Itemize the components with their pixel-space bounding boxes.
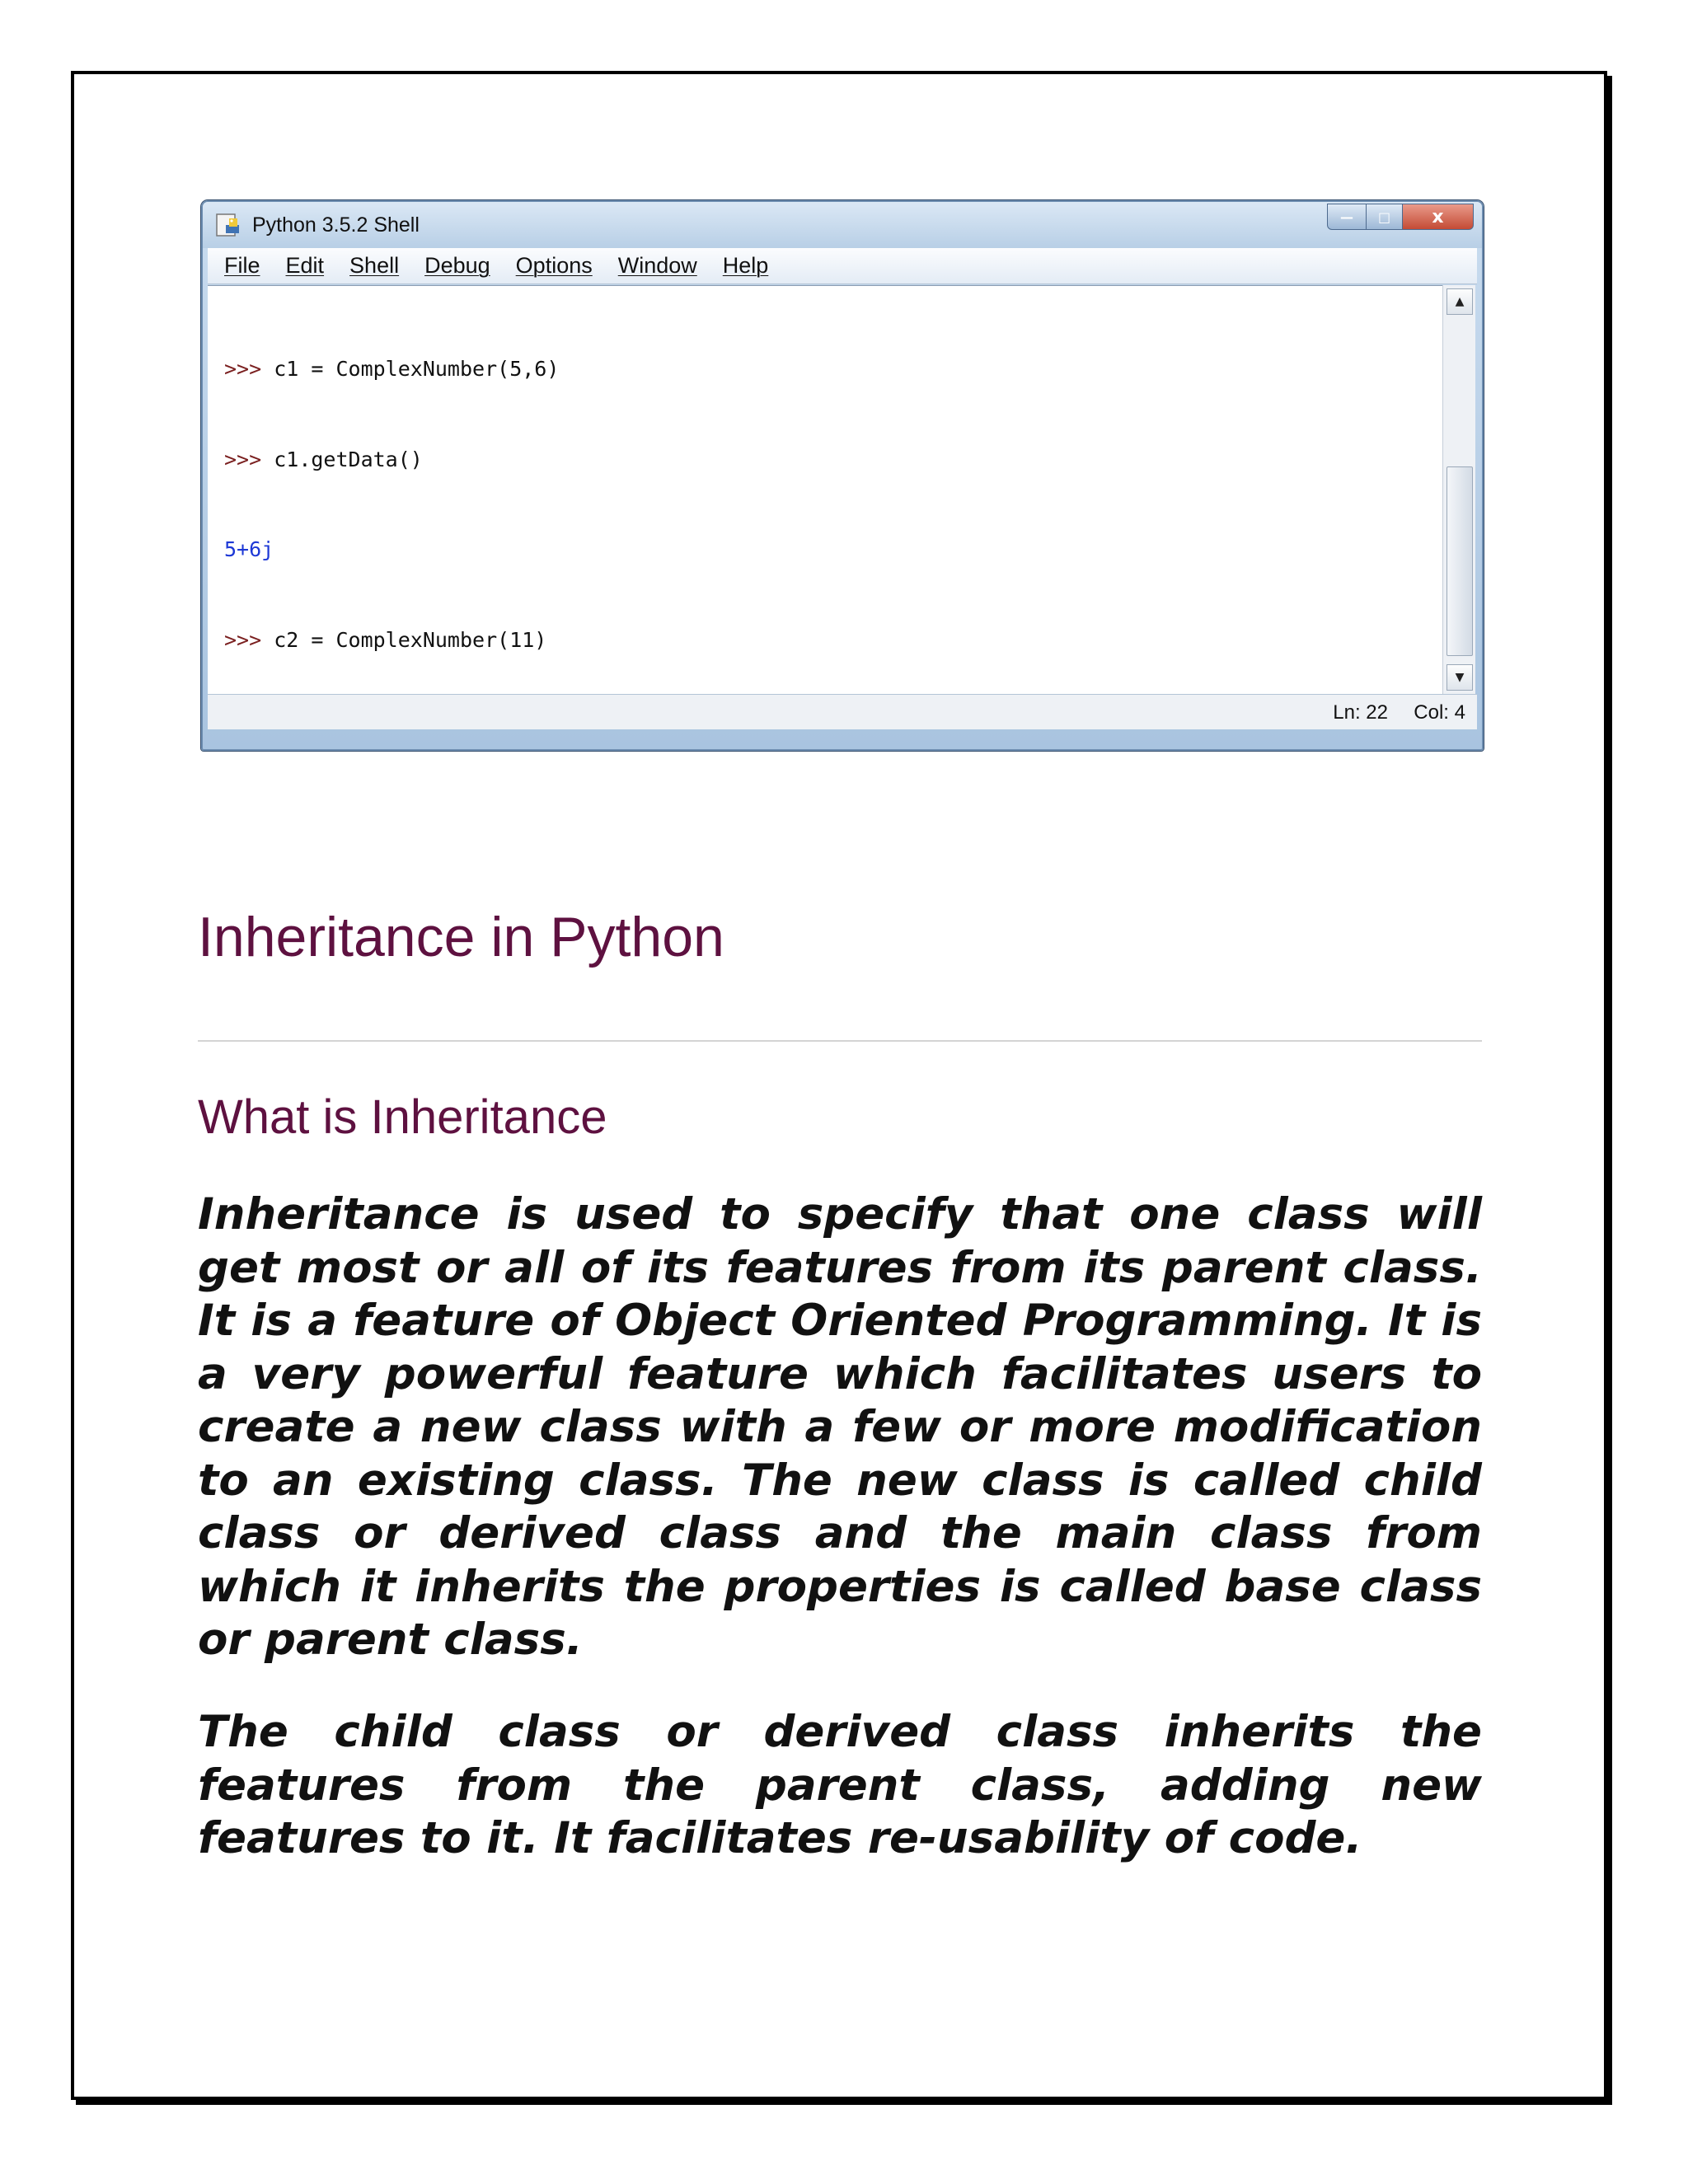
python-idle-icon (214, 210, 244, 240)
maximize-icon: □ (1377, 209, 1391, 225)
menu-window[interactable]: Window (617, 253, 697, 278)
close-button[interactable] (1403, 204, 1474, 230)
menu-bar (208, 248, 1477, 284)
minimize-icon: — (1340, 209, 1353, 225)
shell-prompt: >>> (224, 357, 274, 381)
menu-shell[interactable]: Shell (349, 253, 400, 278)
window-controls (1327, 204, 1474, 232)
window-title: Python 3.5.2 Shell (252, 213, 420, 237)
shell-prompt: >>> (224, 627, 274, 652)
shell-output: 5+6j (224, 537, 274, 561)
title-divider (198, 1040, 1482, 1042)
status-column-number: Col: 4 (1414, 701, 1465, 724)
menu-help[interactable]: Help (722, 253, 769, 278)
shell-line (224, 626, 1442, 656)
scrollbar-thumb[interactable] (1447, 466, 1473, 656)
maximize-button[interactable] (1367, 204, 1403, 230)
status-line-number: Ln: 22 (1333, 701, 1388, 724)
paragraph-child-class: The child class or derived class inherits the features from the parent class, adding new features to it. It facilitates re-usability of code. (198, 1707, 1482, 1863)
shell-line (224, 354, 1442, 385)
page-title: Inheritance in Python (198, 906, 724, 968)
shell-input: c1.getData() (274, 447, 423, 471)
menu-options[interactable]: Options (515, 253, 593, 278)
close-icon: x (1432, 206, 1444, 227)
shell-prompt: >>> (224, 447, 274, 471)
shell-line (224, 535, 1442, 565)
paragraph-inheritance-definition: Inheritance is used to specify that one class will get most or all of its features from its parent class. It is a feature of Object Oriented Programming. It is a very powerful feature which facilitates users to create a new class with a few or more modification to an existing class. The new class is called child class or derived class and the main class from which it inherits the properties is called base class or parent class. (198, 1189, 1482, 1665)
vertical-scrollbar[interactable] (1442, 285, 1475, 694)
python-shell-window[interactable] (201, 200, 1484, 751)
shell-text-area[interactable] (208, 285, 1442, 694)
shell-line (224, 445, 1442, 476)
menu-file[interactable]: File (224, 253, 260, 278)
section-heading: What is Inheritance (198, 1090, 607, 1144)
shell-input: c2 = ComplexNumber(11) (274, 627, 547, 652)
menu-edit[interactable]: Edit (285, 253, 325, 278)
title-bar[interactable] (203, 202, 1482, 248)
menu-debug[interactable]: Debug (424, 253, 490, 278)
minimize-button[interactable] (1327, 204, 1367, 230)
shell-input: c1 = ComplexNumber(5,6) (274, 357, 560, 381)
scroll-down-icon[interactable]: ▼ (1447, 664, 1473, 691)
status-bar (208, 694, 1477, 729)
scroll-up-icon[interactable]: ▲ (1447, 288, 1473, 315)
